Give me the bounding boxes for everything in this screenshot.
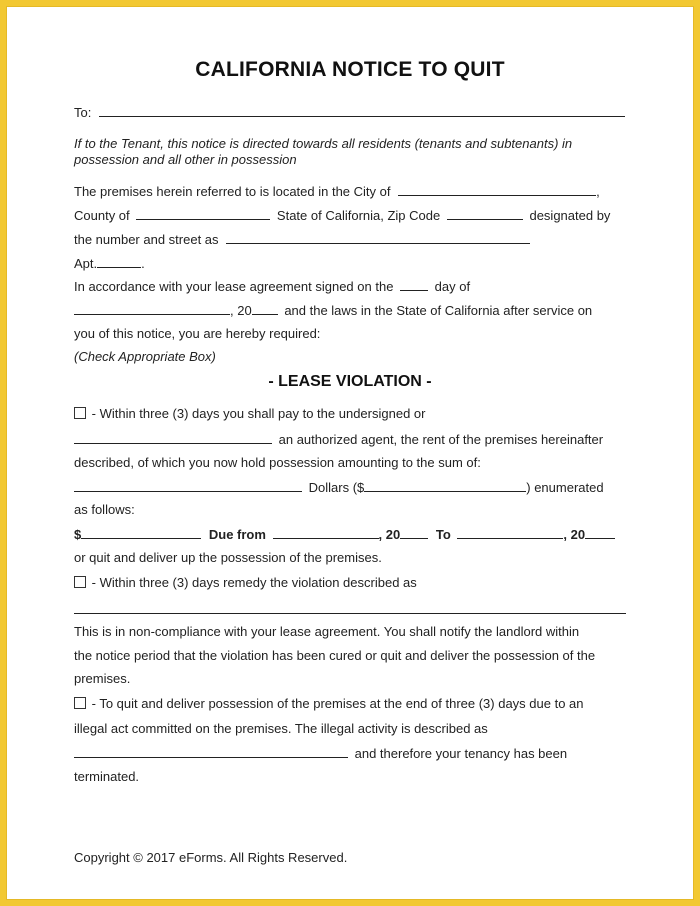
to-label: To:	[74, 105, 92, 120]
to-year-field[interactable]	[585, 526, 615, 539]
designated-label: designated by	[529, 208, 611, 223]
premises-city-row	[74, 183, 600, 200]
tenancy-text: and therefore your tenancy has been	[354, 746, 568, 761]
day-of-label: day of	[434, 279, 471, 294]
dollars-label: Dollars ($	[308, 480, 365, 495]
year-prefix: , 20	[230, 303, 252, 318]
period: .	[141, 256, 145, 271]
required-text: you of this notice, you are hereby required:	[74, 326, 321, 341]
option1-row	[74, 406, 425, 422]
option3-text: - To quit and deliver possession of the premises at the end of three (3) days due to an	[91, 696, 584, 711]
option2-compliance-text: This is in non-compliance with your lease agreement. You shall notify the landlord within	[74, 624, 580, 639]
agent-text: an authorized agent, the rent of the premises hereinafter	[278, 432, 604, 447]
apt-label: Apt.	[74, 256, 98, 271]
street-label: the number and street as	[74, 232, 219, 247]
terminated-text: terminated.	[74, 769, 140, 784]
city-field[interactable]	[398, 183, 596, 196]
lease-year-row	[74, 302, 592, 319]
tenant-note-2: possession and all other in possession	[74, 152, 297, 167]
due-from-field[interactable]	[273, 526, 379, 539]
option1-text: - Within three (3) days you shall pay to the undersigned or	[91, 406, 426, 421]
apt-row	[74, 255, 145, 272]
dollar-sign: $	[74, 527, 82, 542]
year-field[interactable]	[252, 302, 278, 315]
lease-date-row	[74, 278, 470, 295]
option3-activity-row	[74, 745, 567, 762]
option3-row	[74, 696, 584, 712]
street-field[interactable]	[226, 231, 530, 244]
comma: ,	[596, 184, 600, 199]
enumerated-label: ) enumerated	[526, 480, 604, 495]
option3-checkbox[interactable]	[74, 697, 86, 709]
laws-label: and the laws in the State of California after service on	[284, 303, 593, 318]
to-field[interactable]	[99, 104, 625, 117]
option2-notice-text: the notice period that the violation has been cured or quit and deliver the possession of the	[74, 648, 596, 663]
section-title: - LEASE VIOLATION -	[268, 373, 432, 390]
option2-text: - Within three (3) days remedy the violation described as	[91, 575, 417, 590]
option2-premises-text: premises.	[74, 671, 131, 686]
option1-sum-text: described, of which you now hold possession amounting to the sum of:	[74, 455, 481, 470]
county-label: County of	[74, 208, 130, 223]
due-row	[74, 526, 615, 543]
lease-signed-label: In accordance with your lease agreement signed on the	[74, 279, 394, 294]
month-field[interactable]	[74, 302, 230, 315]
premises-city-label: The premises herein referred to is located in the City of	[74, 184, 391, 199]
dollars-amount-field[interactable]	[364, 479, 526, 492]
to-year-prefix: , 20	[563, 527, 586, 542]
document-title: CALIFORNIA NOTICE TO QUIT	[195, 58, 505, 81]
option1-agent-row	[74, 431, 603, 448]
option2-row	[74, 575, 417, 591]
county-row	[74, 207, 610, 224]
due-amount-field[interactable]	[81, 526, 201, 539]
tenant-note: If to the Tenant, this notice is directed towards all residents (tenants and subtenants) in	[74, 136, 573, 151]
to-date-field[interactable]	[457, 526, 563, 539]
apt-field[interactable]	[97, 255, 141, 268]
option1-checkbox[interactable]	[74, 407, 86, 419]
violation-field[interactable]	[74, 612, 626, 614]
check-box-instruction: (Check Appropriate Box)	[74, 349, 216, 364]
zip-field[interactable]	[447, 207, 523, 220]
option1-quit-text: or quit and deliver up the possession of the premises.	[74, 550, 382, 565]
from-year-prefix: , 20	[378, 527, 401, 542]
option2-checkbox[interactable]	[74, 576, 86, 588]
due-from-label: Due from	[208, 527, 266, 542]
street-row	[74, 231, 530, 248]
to-row	[74, 104, 625, 121]
illegal-activity-field[interactable]	[74, 745, 348, 758]
zip-label: State of California, Zip Code	[276, 208, 441, 223]
option3-illegal-text: illegal act committed on the premises. The illegal activity is described as	[74, 721, 488, 736]
copyright-footer: Copyright © 2017 eForms. All Rights Reserved.	[74, 850, 348, 865]
to-label: To	[435, 527, 451, 542]
dollars-row	[74, 479, 604, 496]
agent-field[interactable]	[74, 431, 272, 444]
dollars-words-field[interactable]	[74, 479, 302, 492]
county-field[interactable]	[136, 207, 270, 220]
day-field[interactable]	[400, 278, 428, 291]
from-year-field[interactable]	[400, 526, 428, 539]
as-follows: as follows:	[74, 502, 135, 517]
